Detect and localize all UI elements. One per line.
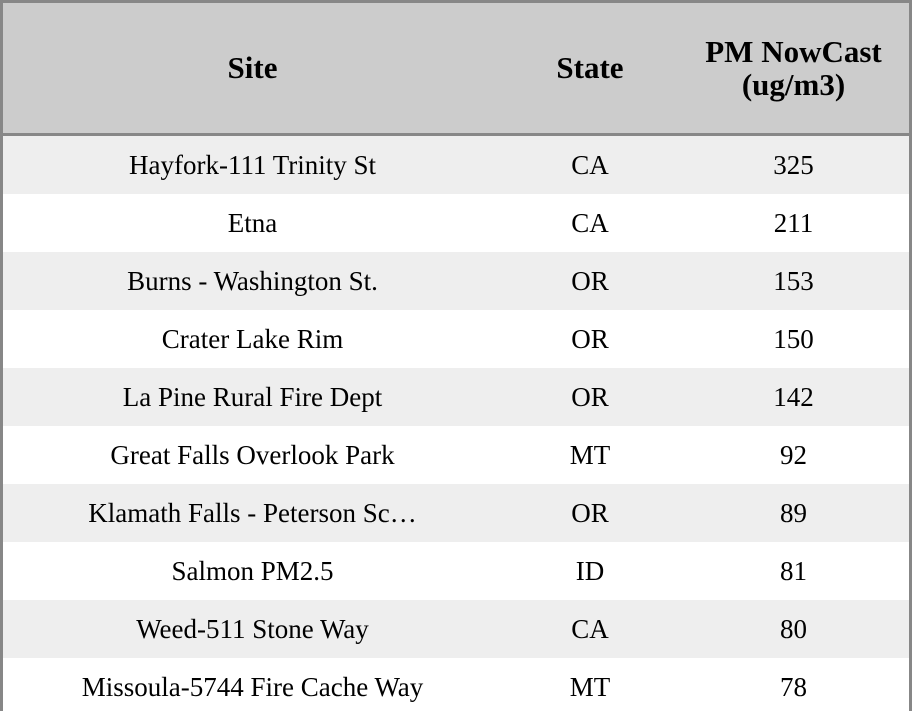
cell-pm: 92 (678, 426, 909, 484)
cell-site: Great Falls Overlook Park (3, 426, 502, 484)
cell-pm: 142 (678, 368, 909, 426)
cell-site: Klamath Falls - Peterson Sc… (3, 484, 502, 542)
table-header-row (3, 3, 909, 135)
cell-state: ID (502, 542, 678, 600)
table-row (3, 252, 909, 310)
table-body (3, 135, 909, 716)
table-row (3, 368, 909, 426)
cell-state: OR (502, 368, 678, 426)
cell-site: Etna (3, 194, 502, 252)
cell-pm: 81 (678, 542, 909, 600)
cell-site: Missoula-5744 Fire Cache Way (3, 658, 502, 716)
cell-pm: 89 (678, 484, 909, 542)
cell-state: CA (502, 135, 678, 195)
cell-pm: 325 (678, 135, 909, 195)
cell-pm: 78 (678, 658, 909, 716)
cell-state: MT (502, 658, 678, 716)
column-header-pm-nowcast: PM NowCast (ug/m3) (678, 3, 909, 135)
cell-pm: 150 (678, 310, 909, 368)
cell-state: MT (502, 426, 678, 484)
table-row (3, 600, 909, 658)
table-row (3, 135, 909, 195)
table-row (3, 426, 909, 484)
cell-state: OR (502, 252, 678, 310)
cell-pm: 153 (678, 252, 909, 310)
air-quality-table (3, 3, 909, 716)
cell-state: OR (502, 310, 678, 368)
cell-state: OR (502, 484, 678, 542)
table-row (3, 658, 909, 716)
column-header-state: State (502, 3, 678, 135)
cell-site: Weed-511 Stone Way (3, 600, 502, 658)
cell-pm: 80 (678, 600, 909, 658)
table-row (3, 310, 909, 368)
table-header (3, 3, 909, 135)
table-row (3, 542, 909, 600)
cell-site: Hayfork-111 Trinity St (3, 135, 502, 195)
cell-site: La Pine Rural Fire Dept (3, 368, 502, 426)
cell-site: Burns - Washington St. (3, 252, 502, 310)
column-header-site: Site (3, 3, 502, 135)
cell-site: Crater Lake Rim (3, 310, 502, 368)
table-row (3, 194, 909, 252)
cell-pm: 211 (678, 194, 909, 252)
cell-site: Salmon PM2.5 (3, 542, 502, 600)
cell-state: CA (502, 600, 678, 658)
cell-state: CA (502, 194, 678, 252)
table-row (3, 484, 909, 542)
